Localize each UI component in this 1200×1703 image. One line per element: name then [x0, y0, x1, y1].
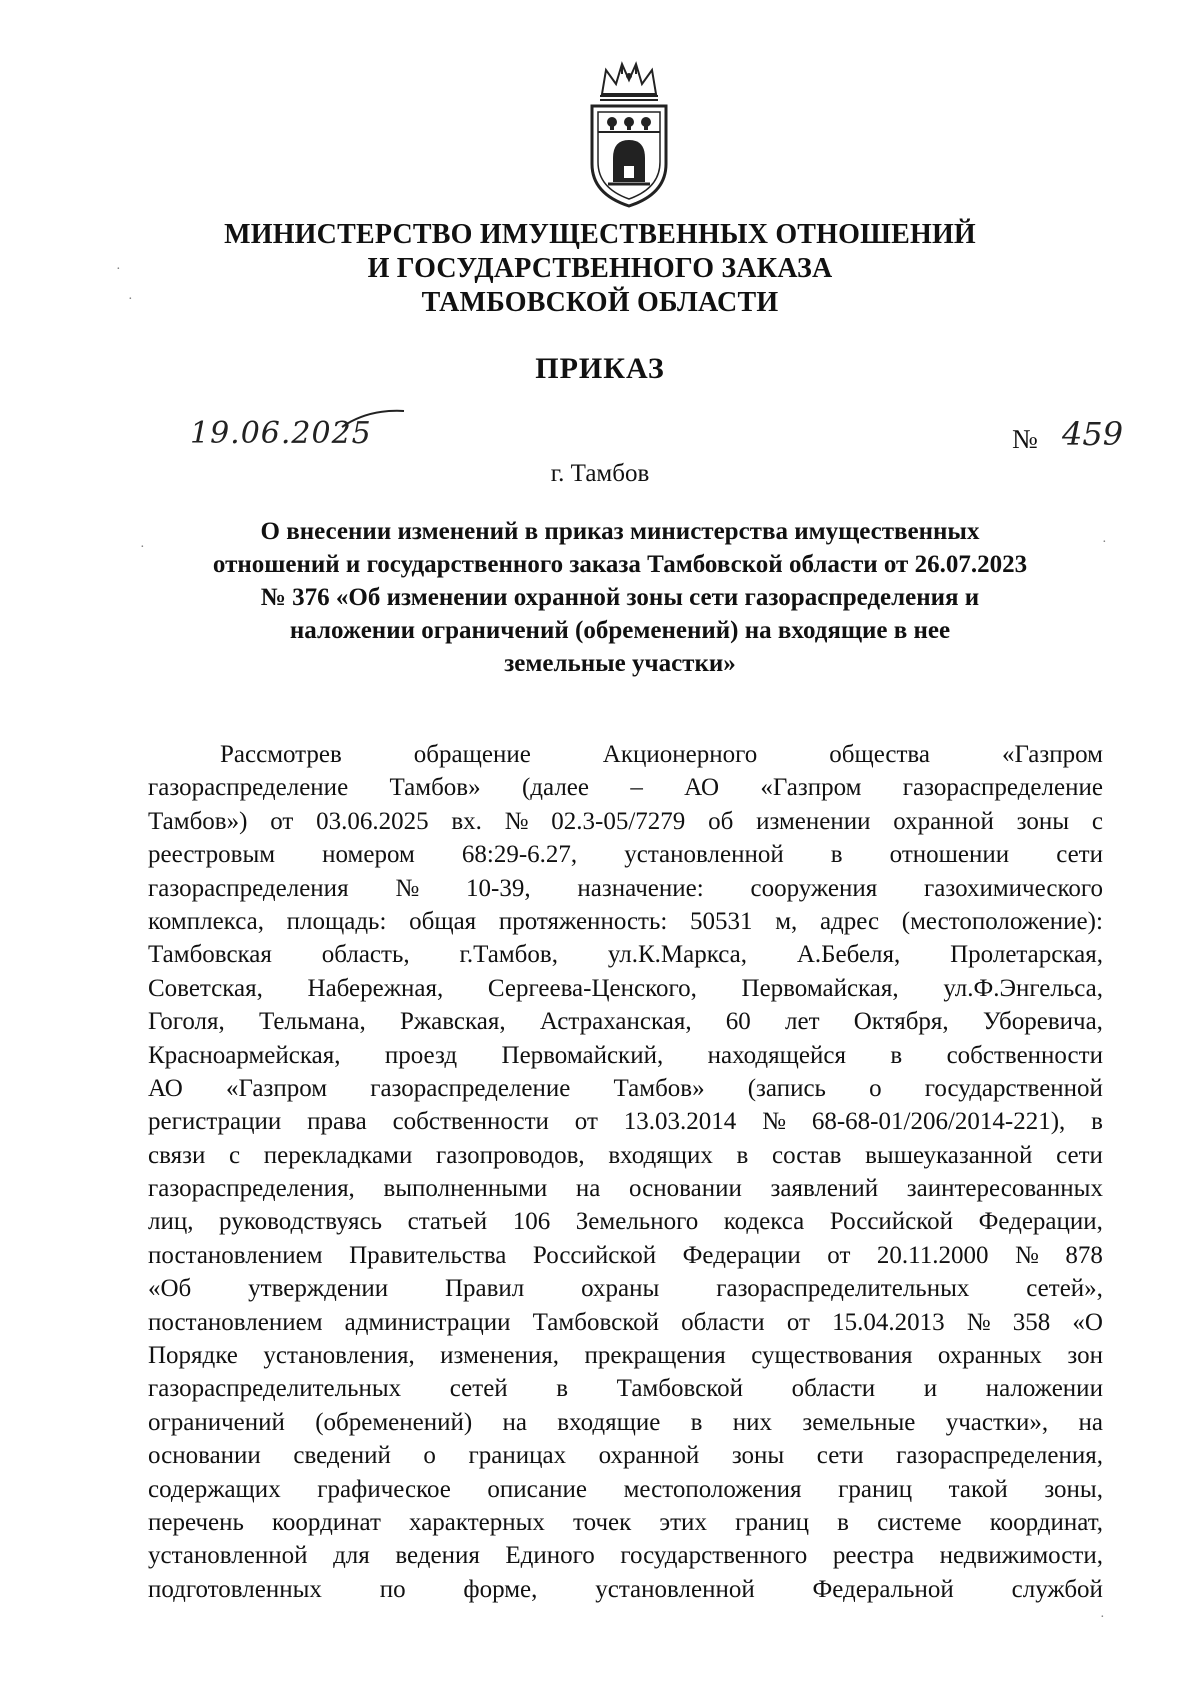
- body-word: реестра: [832, 1542, 915, 1570]
- body-word: газораспределение: [902, 774, 1103, 802]
- body-word: вышеуказанной: [865, 1141, 1033, 1169]
- body-word: Тамбов»): [148, 807, 248, 835]
- body-word: проезд: [384, 1041, 458, 1069]
- body-word: перечень: [148, 1508, 244, 1536]
- body-word: установленной: [148, 1542, 308, 1570]
- ministry-name: [150, 218, 1050, 320]
- body-word: руководствуясь: [219, 1208, 383, 1236]
- subject-line: земельные участки»: [504, 650, 736, 677]
- body-word: Октября,: [853, 1008, 949, 1036]
- subject-line: наложении ограничений (обременений) на входящие в нее: [289, 617, 951, 644]
- body-word: А.Бебеля,: [796, 941, 901, 969]
- body-word: 15.04.2013: [832, 1308, 945, 1336]
- body-word: входящих: [608, 1141, 713, 1169]
- body-word: Российской: [829, 1208, 954, 1236]
- body-word: этих: [659, 1508, 707, 1536]
- city: г. Тамбов: [550, 460, 650, 487]
- body-word: основании: [629, 1175, 742, 1203]
- body-word: существования: [751, 1342, 913, 1370]
- body-word: в: [890, 1041, 903, 1069]
- body-word: государственной: [924, 1074, 1103, 1102]
- body-word: заинтересованных: [906, 1175, 1103, 1203]
- body-word: на: [575, 1175, 601, 1203]
- body-word: 13.03.2014: [623, 1108, 737, 1136]
- body-word: 878: [1065, 1241, 1103, 1269]
- scan-speck: ·: [140, 540, 145, 555]
- body-word: площадь:: [286, 907, 387, 935]
- body-word: Гоголя,: [148, 1008, 225, 1036]
- body-word: характерных: [409, 1508, 545, 1536]
- body-word: в: [736, 1141, 749, 1169]
- body-word: сетей»,: [1026, 1275, 1103, 1303]
- body-word: по: [379, 1575, 406, 1603]
- body-word: сооружения: [750, 874, 878, 902]
- body-word: 60: [725, 1008, 751, 1036]
- body-word: зоны: [731, 1442, 785, 1470]
- subject-line: О внесении изменений в приказ министерства имущественных: [260, 518, 980, 545]
- pen-stroke-icon: [338, 405, 408, 435]
- body-word: подготовленных: [148, 1575, 322, 1603]
- body-word: газораспределительных: [148, 1375, 402, 1403]
- body-word: Правил: [444, 1275, 525, 1303]
- body-line: [148, 1105, 1103, 1138]
- body-word: охраны: [581, 1275, 660, 1303]
- body-word: регистрации: [148, 1108, 282, 1136]
- body-word: газораспределения,: [896, 1442, 1103, 1470]
- body-word: назначение:: [577, 874, 704, 902]
- body-line: [148, 1205, 1103, 1238]
- body-line: [148, 938, 1103, 971]
- body-word: Астраханская,: [539, 1008, 692, 1036]
- body-word: обращение: [413, 741, 531, 768]
- body-word: охранных: [937, 1342, 1042, 1370]
- body-word: Тамбов»: [389, 774, 481, 802]
- body-word: графическое: [317, 1475, 451, 1503]
- body-word: газораспределение: [148, 774, 349, 802]
- body-word: Первомайская,: [741, 974, 899, 1002]
- body-word: перекладками: [263, 1141, 413, 1169]
- body-word: для: [333, 1542, 370, 1570]
- body-word: м,: [775, 907, 798, 935]
- body-line: [148, 1339, 1103, 1372]
- ministry-line-3: ТАМБОВСКОЙ ОБЛАСТИ: [421, 287, 779, 318]
- body-word: координат: [272, 1508, 381, 1536]
- body-word: 68-68-01/206/2014-221),: [811, 1108, 1066, 1136]
- body-word: сети: [1056, 841, 1103, 869]
- scan-speck: ·: [1102, 535, 1107, 550]
- body-word: Порядке: [148, 1342, 238, 1370]
- body-word: №: [762, 1108, 786, 1136]
- body-word: газораспределения: [148, 874, 349, 902]
- body-word: «Газпром: [226, 1074, 328, 1102]
- body-word: Земельного: [575, 1208, 699, 1236]
- body-word: газопроводов,: [436, 1141, 585, 1169]
- body-line: [148, 1272, 1103, 1305]
- tambov-coat-of-arms-icon: [580, 60, 678, 210]
- body-word: наложении: [985, 1375, 1103, 1403]
- body-word: Единого: [505, 1542, 595, 1570]
- body-word: находящейся: [707, 1041, 846, 1069]
- body-word: Сергеева-Ценского,: [487, 974, 697, 1002]
- body-line: [148, 838, 1103, 871]
- body-word: «Об: [148, 1275, 192, 1303]
- body-word: №: [504, 807, 529, 835]
- body-word: (запись: [747, 1074, 826, 1102]
- body-word: общая: [409, 907, 477, 935]
- body-word: лиц,: [148, 1208, 194, 1236]
- body-word: границ: [838, 1475, 913, 1503]
- body-word: 358: [1012, 1308, 1051, 1336]
- body-word: Тамбовской: [532, 1308, 659, 1336]
- body-word: Пролетарская,: [950, 941, 1103, 969]
- body-word: общества: [829, 741, 930, 768]
- body-line: [148, 1306, 1103, 1339]
- body-word: комплекса,: [148, 907, 264, 935]
- body-word: сети: [816, 1442, 864, 1470]
- body-line: [148, 972, 1103, 1005]
- body-word: форме,: [463, 1575, 538, 1603]
- body-word: Федерации: [682, 1241, 801, 1269]
- body-line: [148, 1072, 1103, 1105]
- body-line: [148, 1372, 1103, 1405]
- body-word: Рассмотрев: [220, 741, 342, 768]
- body-word: границ: [735, 1508, 810, 1536]
- body-word: в: [1091, 1108, 1103, 1136]
- body-word: выполненными: [383, 1175, 548, 1203]
- body-word: администрации: [344, 1308, 511, 1336]
- body-word: о: [423, 1442, 436, 1470]
- body-word: границах: [468, 1442, 567, 1470]
- scan-speck: ·: [116, 262, 121, 277]
- subject-line: отношений и государственного заказа Тамбовской области от 26.07.2023: [212, 551, 1028, 578]
- body-word: права: [307, 1108, 367, 1136]
- body-word: 03.06.2025: [316, 807, 429, 835]
- body-line: [148, 1473, 1103, 1506]
- body-word: газораспределение: [370, 1074, 571, 1102]
- body-word: 106: [512, 1208, 551, 1236]
- subject-line: № 376 «Об изменении охранной зоны сети газораспределения и: [260, 584, 980, 611]
- body-word: реестровым: [148, 841, 276, 869]
- body-word: ул.К.Маркса,: [607, 941, 747, 969]
- body-line: [148, 1172, 1103, 1205]
- body-word: на: [1078, 1408, 1103, 1436]
- body-word: ограничений: [148, 1408, 285, 1436]
- body-word: сведений: [293, 1442, 391, 1470]
- body-word: в: [690, 1408, 703, 1436]
- body-line: [148, 1239, 1103, 1272]
- body-line: [148, 805, 1103, 838]
- body-word: Набережная,: [307, 974, 444, 1002]
- body-word: входящие: [557, 1408, 661, 1436]
- body-word: статьей: [407, 1208, 488, 1236]
- body-word: в: [837, 1508, 849, 1536]
- scan-speck: ·: [1100, 1610, 1105, 1625]
- body-word: земельные: [802, 1408, 916, 1436]
- body-word: «О: [1072, 1308, 1103, 1336]
- scan-speck: ·: [128, 292, 133, 307]
- body-line: [148, 1005, 1103, 1038]
- body-word: зоны: [1016, 807, 1070, 835]
- body-word: вх.: [451, 807, 482, 835]
- body-word: Акционерного: [602, 741, 758, 768]
- body-word: 68:29-6.27,: [461, 841, 578, 869]
- body-word: основании: [148, 1442, 261, 1470]
- body-word: газохимического: [924, 874, 1103, 902]
- body-line: [148, 1139, 1103, 1172]
- body-word: Тельмана,: [259, 1008, 366, 1036]
- body-line: [148, 738, 1103, 771]
- body-word: (далее: [521, 774, 589, 802]
- body-word: установления,: [263, 1342, 415, 1370]
- body-word: состав: [772, 1141, 842, 1169]
- body-word: службой: [1011, 1575, 1103, 1603]
- body-word: 10-39,: [466, 874, 531, 902]
- body-line: [148, 1439, 1103, 1472]
- body-word: такой: [948, 1475, 1008, 1503]
- body-word: от: [827, 1241, 851, 1269]
- body-word: протяженность:: [498, 907, 668, 935]
- body-word: изменения,: [440, 1342, 559, 1370]
- body-word: от: [574, 1108, 598, 1136]
- body-line: [148, 1039, 1103, 1072]
- body-word: кодекса: [723, 1208, 805, 1236]
- body-word: области: [791, 1375, 876, 1403]
- body-word: описание: [487, 1475, 588, 1503]
- body-word: содержащих: [148, 1475, 281, 1503]
- order-body: [148, 738, 1103, 1606]
- body-line: [148, 1539, 1103, 1572]
- body-word: охранной: [893, 807, 994, 835]
- body-word: в: [830, 841, 843, 869]
- handwritten-number: 459: [1062, 415, 1124, 453]
- handwritten-date: 19.06.2025: [190, 416, 372, 451]
- body-word: номером: [322, 841, 415, 869]
- body-word: ул.Ф.Энгельса,: [943, 974, 1103, 1002]
- body-word: «Газпром: [1001, 741, 1103, 768]
- body-word: в: [556, 1375, 569, 1403]
- body-line: [148, 771, 1103, 804]
- body-word: (обременений): [315, 1408, 473, 1436]
- body-word: от: [270, 807, 294, 835]
- body-word: государственного: [620, 1542, 808, 1570]
- body-word: утверждении: [248, 1275, 389, 1303]
- body-word: Тамбовская: [148, 941, 272, 969]
- body-word: АО: [684, 774, 720, 802]
- body-word: Правительства: [349, 1241, 507, 1269]
- body-word: от: [786, 1308, 810, 1336]
- body-word: Советская,: [148, 974, 263, 1002]
- body-word: Тамбов»: [613, 1074, 705, 1102]
- body-word: и: [923, 1375, 938, 1403]
- body-word: изменении: [756, 807, 871, 835]
- body-word: постановлением: [148, 1308, 323, 1336]
- body-word: охранной: [598, 1442, 700, 1470]
- body-word: (местоположение):: [901, 907, 1103, 935]
- body-word: установленной: [624, 841, 784, 869]
- body-word: с: [1091, 807, 1103, 835]
- order-subject: [155, 515, 1085, 680]
- body-word: сети: [1056, 1141, 1103, 1169]
- body-word: «Газпром: [760, 774, 862, 802]
- body-word: постановлением: [148, 1241, 323, 1269]
- body-word: Тамбовской: [616, 1375, 743, 1403]
- body-word: местоположения: [623, 1475, 802, 1503]
- body-word: №: [966, 1308, 991, 1336]
- body-line: [148, 1406, 1103, 1439]
- body-word: №: [1015, 1241, 1039, 1269]
- body-word: 02.3-05/7279: [551, 807, 686, 835]
- number-label: №: [1012, 424, 1038, 454]
- body-word: собственности: [946, 1041, 1103, 1069]
- body-line: [148, 1506, 1103, 1539]
- body-word: связи: [148, 1141, 206, 1169]
- body-word: недвижимости,: [939, 1542, 1103, 1570]
- body-word: Российской: [532, 1241, 657, 1269]
- body-word: Ржавская,: [400, 1008, 506, 1036]
- body-word: АО: [148, 1074, 183, 1102]
- body-word: зоны,: [1044, 1475, 1103, 1503]
- body-word: прекращения: [584, 1342, 726, 1370]
- body-line: [148, 905, 1103, 938]
- body-line: [148, 1573, 1103, 1606]
- body-word: участки»,: [945, 1408, 1049, 1436]
- body-word: сетей: [449, 1375, 508, 1403]
- body-word: об: [708, 807, 734, 835]
- body-word: них: [732, 1408, 773, 1436]
- body-word: Федеральной: [812, 1575, 954, 1603]
- body-word: 20.11.2000: [876, 1241, 989, 1269]
- body-word: Первомайский,: [501, 1041, 664, 1069]
- body-word: области: [681, 1308, 765, 1336]
- document-type: ПРИКАЗ: [535, 352, 665, 385]
- body-word: заявлений: [770, 1175, 879, 1203]
- body-word: адрес: [819, 907, 880, 935]
- body-word: собственности: [392, 1108, 549, 1136]
- body-word: установленной: [595, 1575, 755, 1603]
- body-word: с: [229, 1141, 241, 1169]
- body-word: точек: [573, 1508, 632, 1536]
- body-word: зон: [1067, 1342, 1103, 1370]
- body-word: г.Тамбов,: [459, 941, 558, 969]
- body-word: ведения: [395, 1542, 480, 1570]
- body-word: о: [869, 1074, 882, 1102]
- body-word: 50531: [690, 907, 753, 935]
- ministry-line-2: И ГОСУДАРСТВЕННОГО ЗАКАЗА: [367, 253, 833, 284]
- body-word: Федерации,: [978, 1208, 1103, 1236]
- body-word: газораспределения,: [148, 1175, 355, 1203]
- body-word: –: [630, 774, 643, 802]
- body-word: координат,: [989, 1508, 1103, 1536]
- body-word: Уборевича,: [982, 1008, 1103, 1036]
- body-word: газораспределительных: [716, 1275, 970, 1303]
- body-word: отношении: [889, 841, 1010, 869]
- body-word: на: [502, 1408, 527, 1436]
- ministry-line-1: МИНИСТЕРСТВО ИМУЩЕСТВЕННЫХ ОТНОШЕНИЙ: [224, 219, 976, 250]
- body-word: лет: [785, 1008, 820, 1036]
- body-line: [148, 872, 1103, 905]
- body-word: Красноармейская,: [148, 1041, 341, 1069]
- body-word: системе: [877, 1508, 962, 1536]
- body-word: №: [395, 874, 420, 902]
- body-word: область,: [321, 941, 410, 969]
